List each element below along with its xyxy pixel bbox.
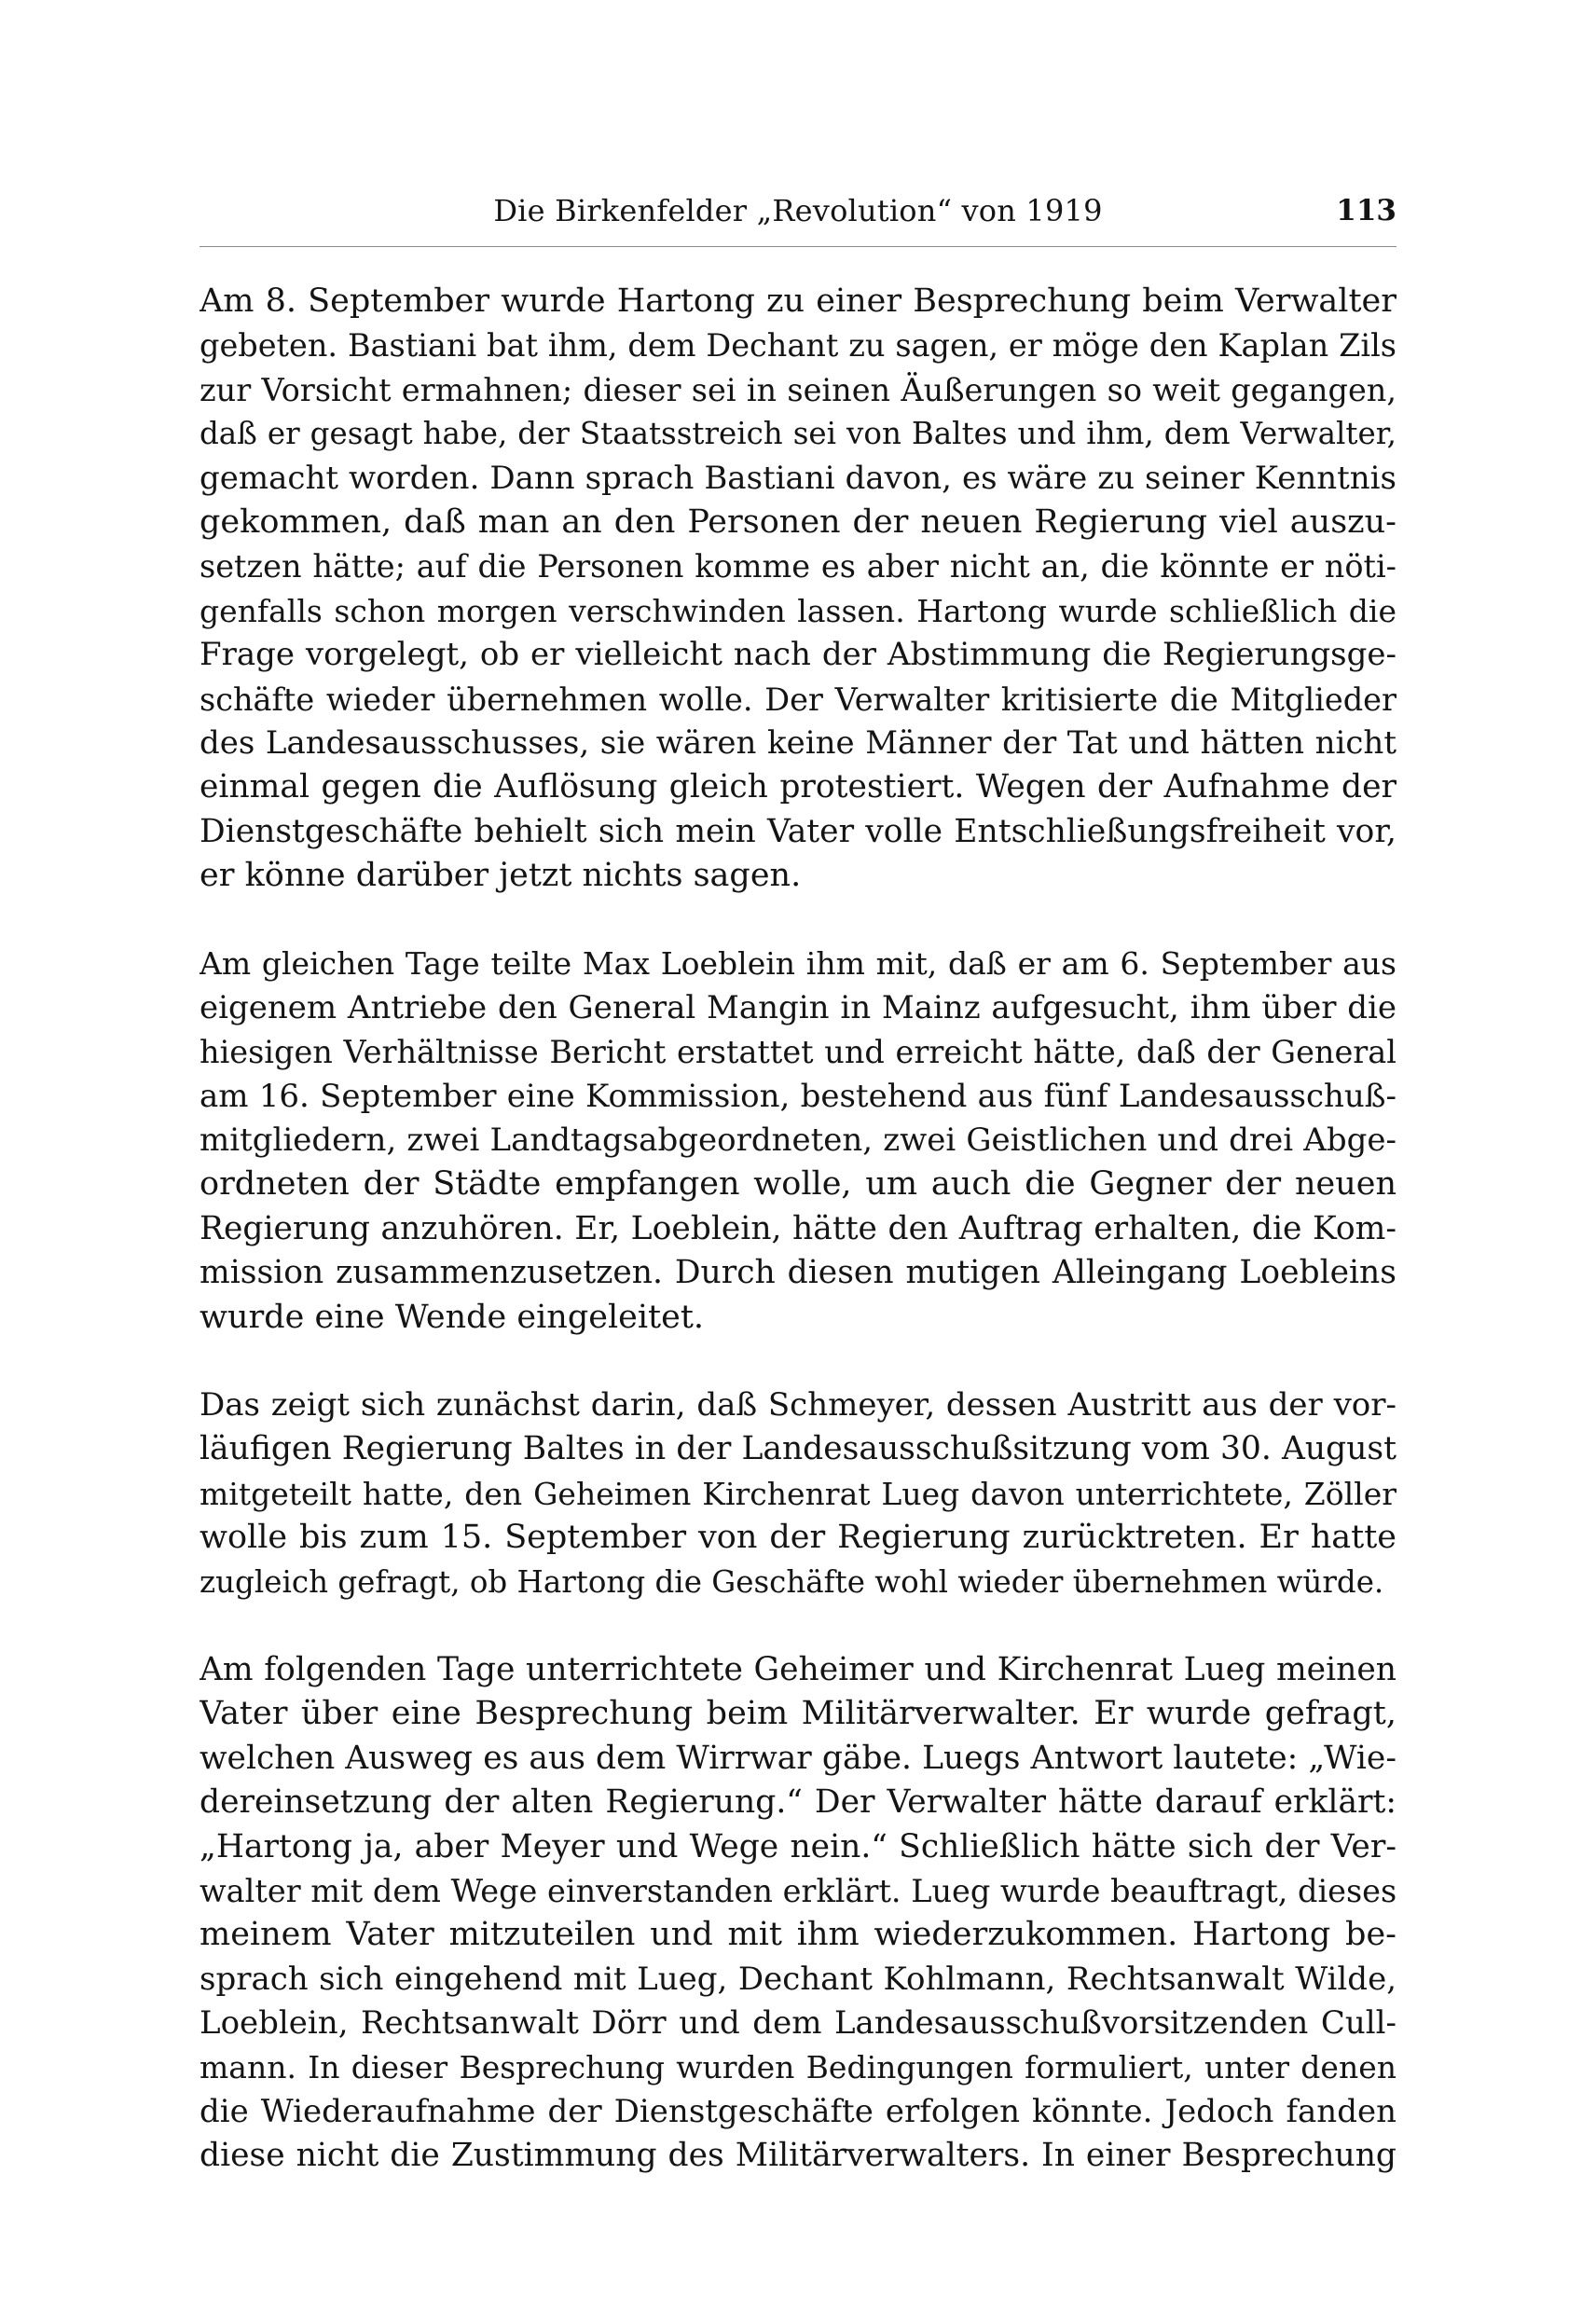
text-line: zugleich gefragt, ob Hartong die Geschäfte wohl wieder übernehmen würde. xyxy=(200,1563,1384,1600)
text-line: sprach sich eingehend mit Lueg, Dechant Kohlmann, Rechtsanwalt Wilde, xyxy=(200,1960,1396,1998)
body-text xyxy=(200,280,1396,2223)
text-line: einmal gegen die Auflösung gleich protestiert. Wegen der Aufnahme der xyxy=(200,768,1396,806)
text-line: diese nicht die Zustimmung des Militärverwalters. In einer Besprechung xyxy=(200,2137,1396,2175)
header-divider xyxy=(200,246,1396,247)
text-line: Am folgenden Tage unterrichtete Geheimer und Kirchenrat Lueg meinen xyxy=(200,1650,1396,1688)
text-line: wolle bis zum 15. September von der Regierung zurücktreten. Er hatte xyxy=(200,1519,1396,1557)
text-line: setzen hätte; auf die Personen komme es aber nicht an, die könnte er nöti- xyxy=(200,548,1396,585)
text-line: Am 8. September wurde Hartong zu einer Besprechung beim Verwalter xyxy=(200,282,1396,320)
text-line: wurde eine Wende eingeleitet. xyxy=(200,1298,705,1336)
text-line: mitgliedern, zwei Landtagsabgeordneten, zwei Geistlichen und drei Abge- xyxy=(200,1122,1396,1160)
text-line: Das zeigt sich zunächst darin, daß Schmeyer, dessen Austritt aus der vor- xyxy=(200,1385,1396,1424)
page-header xyxy=(200,192,1396,244)
text-line: gemacht worden. Dann sprach Bastiani davon, es wäre zu seiner Kenntnis xyxy=(200,459,1396,497)
text-line: hiesigen Verhältnisse Bericht erstattet und erreicht hätte, daß der General xyxy=(200,1034,1396,1071)
text-line: Dienstgeschäfte behielt sich mein Vater volle Entschließungsfreiheit vor, xyxy=(200,812,1396,850)
text-line: dereinsetzung der alten Regierung.“ Der Verwalter hätte darauf erklärt: xyxy=(200,1783,1396,1822)
text-line: des Landesausschusses, sie wären keine Männer der Tat und hätten nicht xyxy=(200,723,1396,762)
text-line: Loeblein, Rechtsanwalt Dörr und dem Landesausschußvorsitzenden Cull- xyxy=(200,2004,1396,2043)
text-line: er könne darüber jetzt nichts sagen. xyxy=(200,857,802,895)
text-line: Am gleichen Tage teilte Max Loeblein ihm mit, daß er am 6. September aus xyxy=(200,945,1396,983)
text-line: die Wiederaufnahme der Dienstgeschäfte erfolgen könnte. Jedoch fanden xyxy=(200,2092,1396,2130)
text-line: Regierung anzuhören. Er, Loeblein, hätte den Auftrag erhalten, die Kom- xyxy=(200,1209,1396,1247)
text-line: Vater über eine Besprechung beim Militärverwalter. Er wurde gefragt, xyxy=(200,1695,1396,1733)
running-title: Die Birkenfelder „Revolution“ von 1919 xyxy=(493,193,1103,228)
text-line: am 16. September eine Kommission, bestehend aus fünf Landesausschuß- xyxy=(200,1077,1396,1115)
text-line: welchen Ausweg es aus dem Wirrwar gäbe. Luegs Antwort lautete: „Wie- xyxy=(200,1739,1396,1777)
paragraph xyxy=(200,942,1396,1340)
text-line: eigenem Antriebe den General Mangin in Mainz aufgesucht, ihm über die xyxy=(200,988,1396,1026)
text-line: ordneten der Städte empfangen wolle, um auch die Gegner der neuen xyxy=(200,1165,1396,1204)
text-line: schäfte wieder übernehmen wolle. Der Verwalter kritisierte die Mitglieder xyxy=(200,681,1396,718)
text-line: genfalls schon morgen verschwinden lassen. Hartong wurde schließlich die xyxy=(200,592,1396,629)
text-line: mission zusammenzusetzen. Durch diesen mutigen Alleingang Loebleins xyxy=(200,1254,1396,1292)
text-line: „Hartong ja, aber Meyer und Wege nein.“ Schließlich hätte sich der Ver- xyxy=(200,1827,1396,1865)
page-number: 113 xyxy=(1336,194,1396,227)
text-line: gebeten. Bastiani bat ihm, dem Dechant zu sagen, er möge den Kaplan Zils xyxy=(200,327,1396,365)
text-line: mitgeteilt hatte, den Geheimen Kirchenrat Lueg davon unterrichtete, Zöller xyxy=(200,1475,1396,1512)
text-line: meinem Vater mitzuteilen und mit ihm wiederzukommen. Hartong be- xyxy=(200,1916,1396,1954)
text-line: Frage vorgelegt, ob er vielleicht nach der Abstimmung die Regierungsge- xyxy=(200,636,1396,674)
text-line: mann. In dieser Besprechung wurden Bedingungen formuliert, unter denen xyxy=(200,2049,1396,2086)
text-line: gekommen, daß man an den Personen der neuen Regierung viel auszu- xyxy=(200,502,1396,541)
text-line: zur Vorsicht ermahnen; dieser sei in seinen Äußerungen so weit gegangen, xyxy=(200,371,1396,408)
text-line: walter mit dem Wege einverstanden erklärt. Lueg wurde beauftragt, dieses xyxy=(200,1872,1396,1909)
text-line: daß er gesagt habe, der Staatsstreich sei von Baltes und ihm, dem Verwalter, xyxy=(200,416,1396,452)
paragraph xyxy=(200,1383,1396,1604)
text-line: läufigen Regierung Baltes in der Landesausschußsitzung vom 30. August xyxy=(200,1430,1396,1468)
paragraph xyxy=(200,280,1396,898)
paragraph xyxy=(200,1648,1396,2179)
